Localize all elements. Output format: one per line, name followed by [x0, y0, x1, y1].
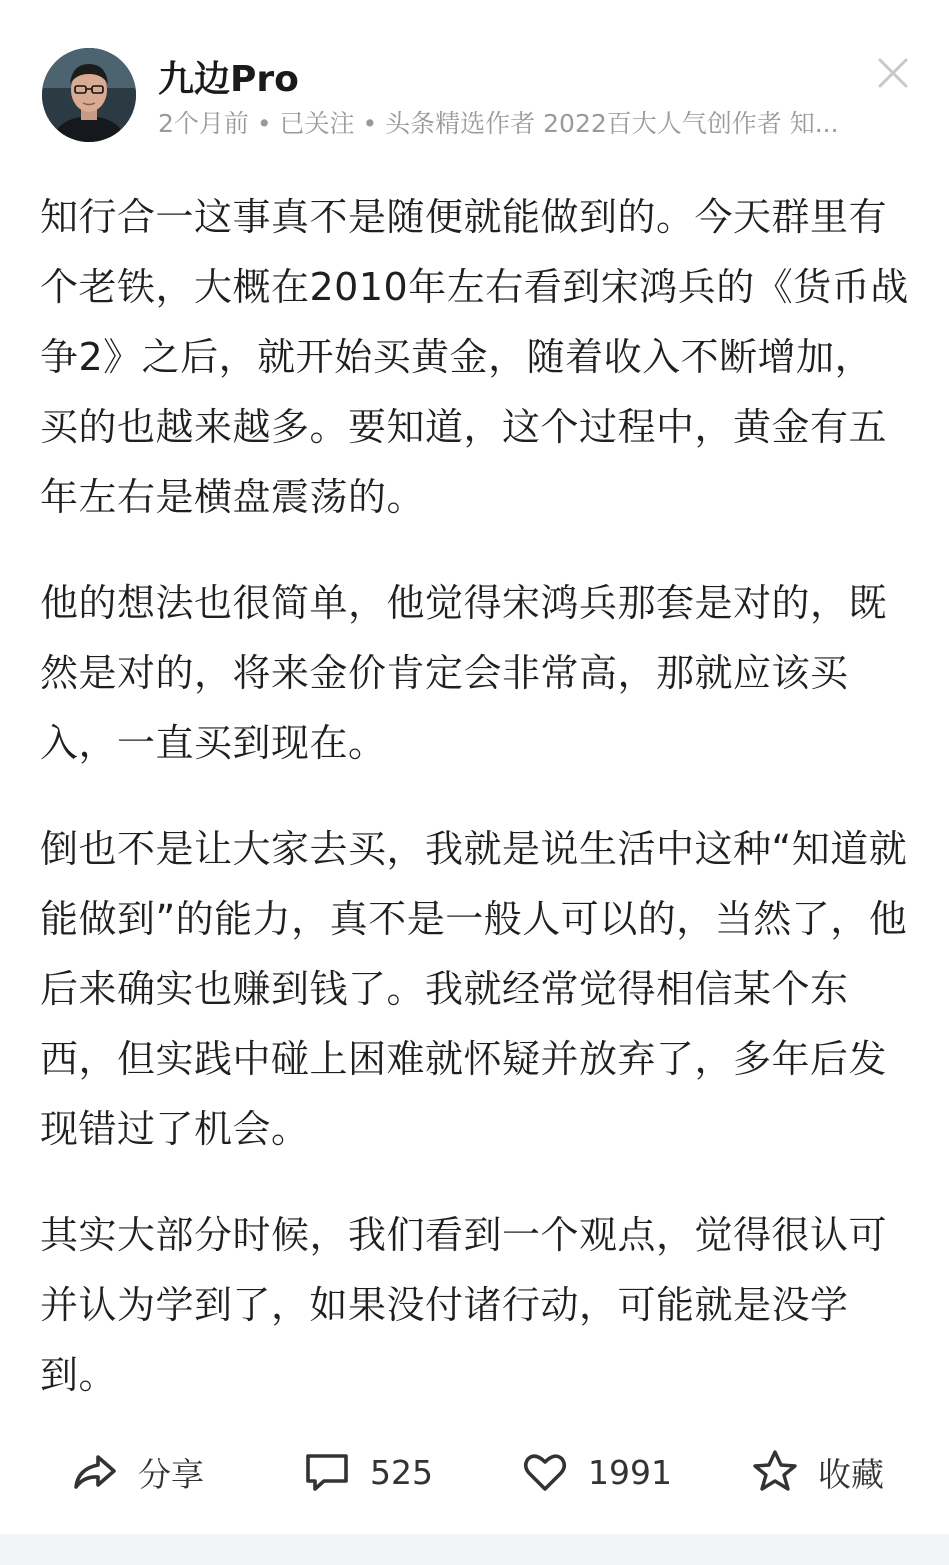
- post-paragraph: 他的想法也很简单，他觉得宋鸿兵那套是对的，既然是对的，将来金价肯定会非常高，那就应该买入，一直买到现在。: [40, 581, 888, 765]
- close-icon: [874, 54, 912, 92]
- author-name[interactable]: 九边Pro: [158, 59, 299, 100]
- avatar-portrait-icon: [42, 48, 136, 142]
- comment-button[interactable]: [302, 1446, 433, 1498]
- comment-icon: [302, 1447, 352, 1497]
- share-icon: [70, 1447, 120, 1497]
- comment-count: 525: [370, 1452, 433, 1492]
- heart-icon: [520, 1447, 570, 1497]
- like-count: 1991: [588, 1452, 672, 1492]
- author-avatar[interactable]: [42, 48, 136, 142]
- bottom-divider: [0, 1534, 949, 1565]
- post-header: [0, 0, 949, 160]
- star-icon: [750, 1447, 800, 1497]
- share-button[interactable]: [70, 1446, 204, 1498]
- favorite-label: 收藏: [818, 1454, 884, 1494]
- action-bar: [0, 1430, 949, 1514]
- favorite-button[interactable]: [750, 1446, 884, 1498]
- author-meta: 2个月前 • 已关注 • 头条精选作者 2022百大人气创作者 知...: [158, 109, 839, 138]
- like-button[interactable]: [520, 1446, 672, 1498]
- close-button[interactable]: [874, 54, 912, 92]
- post-paragraph: 知行合一这事真不是随便就能做到的。今天群里有个老铁，大概在2010年左右看到宋鸿兵的《货币战争2》之后，就开始买黄金，随着收入不断增加，买的也越来越多。要知道，这个过程中，黄金有五年左右是横盘震荡的。: [40, 195, 909, 519]
- post-paragraph: 倒也不是让大家去买，我就是说生活中这种“知道就能做到”的能力，真不是一般人可以的，当然了，他后来确实也赚到钱了。我就经常觉得相信某个东西，但实践中碰上困难就怀疑并放弃了，多年后发现错过了机会。: [40, 827, 908, 1151]
- post-body: [40, 182, 910, 1446]
- share-label: 分享: [138, 1454, 204, 1494]
- post-paragraph: 其实大部分时候，我们看到一个观点，觉得很认可并认为学到了，如果没付诸行动，可能就是没学到。: [40, 1213, 888, 1397]
